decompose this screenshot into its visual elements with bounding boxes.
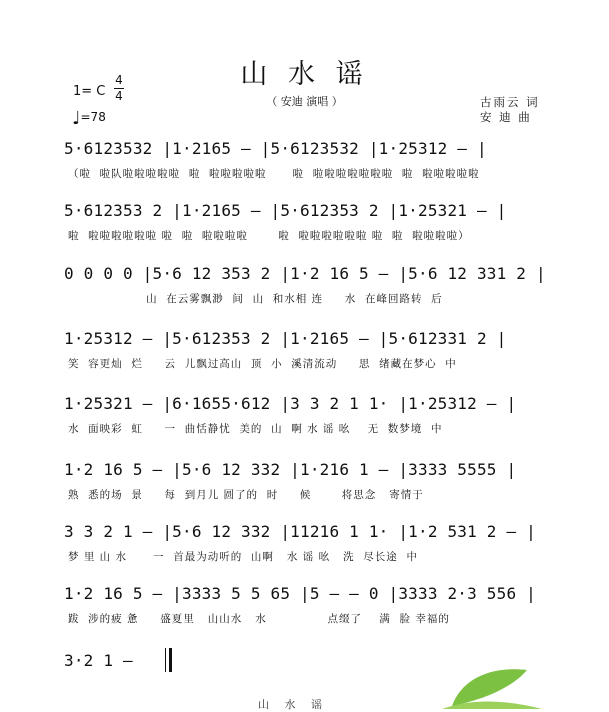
score-system-2 [0, 200, 609, 256]
notation-line: 1·2 16 5 – |5·6 12 332 |1·216 1 – |3333 5555 | [64, 460, 517, 479]
notation-line: 5·6123532 |1·2165 – |5·6123532 |1·25312 – | [64, 139, 487, 158]
time-signature [114, 74, 124, 103]
notation-line: 3 3 2 1 – |5·6 12 332 |11216 1 1· |1·2 531 2 – | [64, 522, 536, 541]
final-barline [165, 648, 166, 672]
notation-line: 1·25321 – |6·1655·612 |3 3 2 1 1· |1·25312 – | [64, 394, 517, 413]
score-system-7 [0, 521, 609, 577]
score-system-4 [0, 328, 609, 384]
tempo-value: =78 [80, 110, 106, 124]
lyric-line: 山 在云雾飘渺 间 山 和水相 连 水 在峰回路转 后 [68, 293, 443, 305]
lyric-line: 梦 里 山 水 一 首最为动听的 山啊 水 谣 吆 洗 尽长途 中 [68, 551, 418, 563]
key-signature: 1= C [73, 84, 106, 99]
lyric-line: 跋 涉的疲 惫 盛夏里 山山水 水 点缀了 满 脸 幸福的 [68, 613, 450, 625]
page-title: 山 水 谣 [240, 59, 369, 90]
notation-line: 1·2 16 5 – |3333 5 5 65 |5 – – 0 |3333 2·3 556 | [64, 584, 536, 603]
notation-line: 3·2 1 – [64, 651, 143, 670]
lyric-line: 水 面映彩 虹 一 曲恬静忧 美的 山 啊 水 谣 吆 无 数梦境 中 [68, 423, 443, 435]
footer-title-fragment: 山 水 谣 [258, 698, 328, 711]
lyric-line: （啦 啦队啦啦啦啦啦 啦 啦啦啦啦啦 啦 啦啦啦啦啦啦啦 啦 啦啦啦啦啦 [68, 168, 480, 180]
notation-line: 0 0 0 0 |5·6 12 353 2 |1·2 16 5 – |5·6 12 331 2 | [64, 264, 546, 283]
notation-line: 1·25312 – |5·612353 2 |1·2165 – |5·612331 2 | [64, 329, 507, 348]
score-system-6 [0, 459, 609, 515]
score-system-3 [0, 263, 609, 319]
time-signature-top: 4 [115, 73, 123, 87]
lyric-line: 啦 啦啦啦啦啦啦 啦 啦 啦啦啦啦 啦 啦啦啦啦啦啦 啦 啦 啦啦啦啦） [68, 230, 470, 242]
lyricist-credit: 古雨云 词 [480, 95, 540, 109]
time-signature-bottom: 4 [115, 89, 123, 103]
lyric-line: 笑 容更灿 烂 云 儿飘过高山 顶 小 溪清流动 思 绪藏在梦心 中 [68, 358, 457, 370]
quarter-note-icon: ♩ [72, 108, 81, 129]
final-barline-thick [169, 648, 172, 672]
score-system-8 [0, 583, 609, 639]
composer-credit: 安 迪 曲 [480, 110, 532, 124]
notation-line: 5·612353 2 |1·2165 – |5·612353 2 |1·25321 – | [64, 201, 507, 220]
score-system-5 [0, 393, 609, 449]
page-subtitle: （ 安迪 演唱 ） [266, 95, 343, 108]
score-system-1 [0, 138, 609, 194]
tempo-marking [72, 108, 106, 129]
lyric-line: 熟 悉的场 景 每 到月儿 圆了的 时 候 将思念 寄情于 [68, 489, 424, 501]
leaf-logo-icon [432, 648, 552, 709]
